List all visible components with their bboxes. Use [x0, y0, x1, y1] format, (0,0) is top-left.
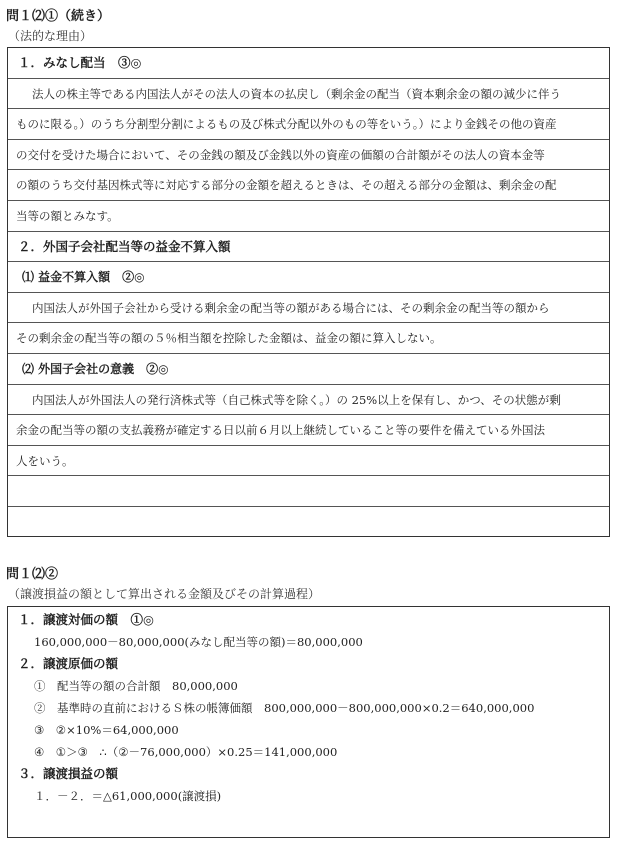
- answer-line: [8, 476, 609, 507]
- answer-line: その剰余金の配当等の額の５％相当額を控除した金額は、益金の額に算入しない。: [8, 323, 609, 354]
- calc-line: ④ ①＞③ ∴（②－76,000,000）×0.25＝141,000,000: [34, 745, 338, 759]
- q2-heading: 問１⑵②: [6, 567, 59, 582]
- calc-line: １．－２．＝△61,000,000(譲渡損): [34, 789, 222, 803]
- answer-line: 余金の配当等の額の支払義務が確定する日以前６月以上継続していること等の要件を備えている外国法: [8, 415, 609, 446]
- answer-line: 内国法人が外国法人の発行済株式等（自己株式等を除く。）の 25%以上を保有し、かつ、その状態が剰: [8, 385, 609, 416]
- answer-line: ものに限る。）のうち分割型分割によるもの及び株式分配以外のもの等をいう。）により金銭その他の資産: [8, 109, 609, 140]
- answer-line: 当等の額とみなす。: [8, 201, 609, 232]
- answer-line: 内国法人が外国子会社から受ける剰余金の配当等の額がある場合には、その剰余金の配当等の額から: [8, 293, 609, 324]
- section-heading: ２．外国子会社配当等の益金不算入額: [8, 232, 609, 263]
- answer-box-legal-reason: [7, 47, 610, 537]
- calc-line: ② 基準時の直前におけるＳ株の帳簿価額 800,000,000－800,000,000×0.2＝640,000,000: [34, 701, 535, 715]
- answer-line: の額のうち交付基因株式等に対応する部分の金額を超えるときは、その超える部分の金額は、剰余金の配: [8, 170, 609, 201]
- section-heading: １．みなし配当 ③◎: [8, 48, 609, 79]
- q1-subheading: （法的な理由）: [8, 29, 93, 43]
- section-heading: １．譲渡対価の額 ①◎: [18, 612, 154, 627]
- q1-heading: 問１⑵①（続き）: [6, 9, 111, 24]
- calc-line: ③ ②×10%＝64,000,000: [34, 723, 179, 737]
- q2-subheading: （譲渡損益の額として算出される金額及びその計算過程）: [8, 587, 321, 601]
- section-heading: ３．譲渡損益の額: [18, 766, 119, 781]
- answer-line: 人をいう。: [8, 446, 609, 477]
- answer-line: の交付を受けた場合において、その金銭の額及び金銭以外の資産の価額の合計額がその法人の資本金等: [8, 140, 609, 171]
- calc-line: 160,000,000－80,000,000(みなし配当等の額)＝80,000,000: [34, 635, 363, 649]
- subsection-heading: ⑴ 益金不算入額 ②◎: [8, 262, 609, 293]
- answer-line: [8, 507, 609, 538]
- answer-box-calculation: [7, 606, 610, 838]
- answer-line: 法人の株主等である内国法人がその法人の資本の払戻し（剰余金の配当（資本剰余金の額の減少に伴う: [8, 79, 609, 110]
- calc-line: ① 配当等の額の合計額 80,000,000: [34, 679, 238, 693]
- section-heading: ２．譲渡原価の額: [18, 656, 119, 671]
- subsection-heading: ⑵ 外国子会社の意義 ②◎: [8, 354, 609, 385]
